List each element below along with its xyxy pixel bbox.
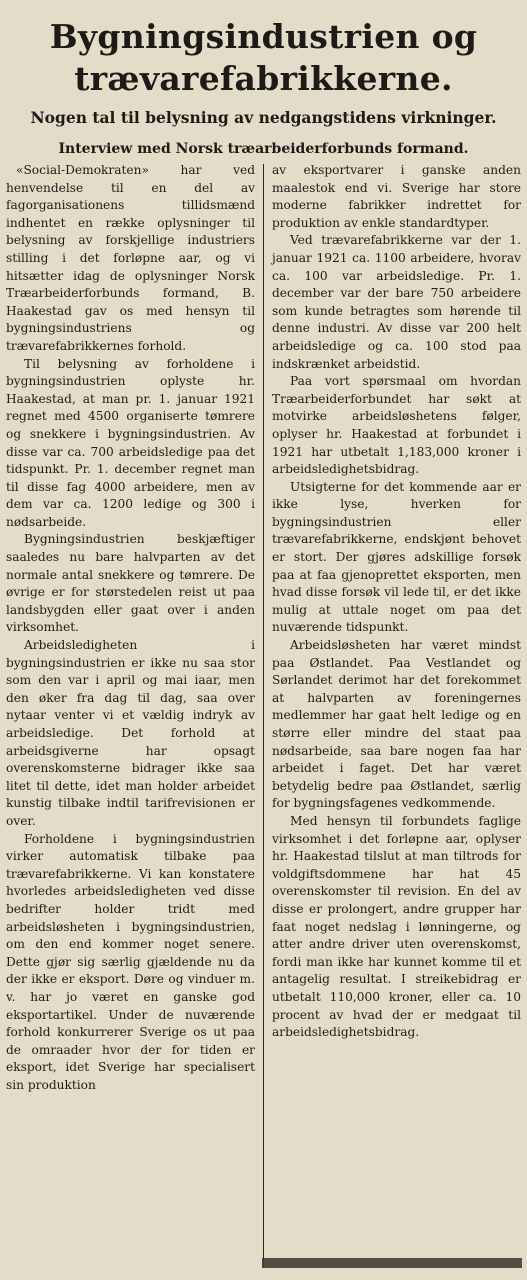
paragraph: Til belysning av forholdene i bygningsindustrien oplyste hr. Haakestad, at man pr. 1. januar 1921 regnet med 4500 organiserte tømrere og snekkere i bygningsindustrien. Av disse var ca. 700 arbeidsledige paa det tidspunkt. Pr. 1. december regnet man til disse fag 4000 arbeidere, men av dem var ca. 1200 ledige og 300 i nødsarbeide. bbox=[6, 356, 255, 529]
paragraph: Ved trævarefabrikkerne var der 1. januar 1921 ca. 1100 arbeidere, hvorav ca. 100 var arbeidsledige. Pr. 1. december var der bare 750 arbeidere som kunde betragtes som hørende til denne industri. Av disse var 200 helt arbeidsledige og ca. 100 stod paa indskrænket arbeidstid. bbox=[272, 233, 521, 371]
paragraph: Bygningsindustrien beskjæftiger saaledes nu bare halvparten av det normale antal snekkere og tømrere. De øvrige er for størstedelen reist ut paa landsbygden eller gaat over i anden virksomhet. bbox=[6, 532, 255, 635]
paragraph: Arbeidsløsheten har været mindst paa Østlandet. Paa Vestlandet og Sørlandet derimot har det forekommet at halvparten av foreningernes medlemmer har gaat helt ledige og en større eller mindre del staat paa nødsarbeide, saa bare nogen faa har arbeidet i faget. Det har været betydelig bedre paa Østlandet, særlig for bygningsfagenes vedkommende. bbox=[272, 638, 521, 811]
headline-line-1: Bygningsindustrien og bbox=[49, 17, 478, 56]
paragraph: Forholdene i bygningsindustrien virker automatisk tilbake paa trævarefabrikkerne. Vi kan konstatere hvorledes arbeidsledigheten ved disse bedrifter holder tridt med arbeidsløsheten i bygningsindustrien, om den end kommer noget senere. Dette gjør sig særlig gjældende nu da der ikke er eksport. Døre og vinduer m. v. har jo været en ganske god eksportartikel. Under de nuværende forhold konkurrerer Sverige os ut paa de omraader hvor der for tiden er eksport, idet Sverige har specialisert sin produktion bbox=[6, 831, 255, 1092]
subheadline: Nogen tal til belysning av nedgangstidens virkninger. bbox=[30, 108, 497, 127]
paragraph: Arbeidsledigheten i bygningsindustrien er ikke nu saa stor som den var i april og mai iaar, men den øker fra dag til dag, saa over nytaar venter vi et vældig indryk av arbeidsledige. Det forhold at arbeidsgiverne har opsagt overenskomsterne bidrager ikke saa litet til dette, idet man holder arbeidet kunstig tilbake indtil tarifrevisionen er over. bbox=[6, 638, 255, 828]
interview-kicker: Interview med Norsk træarbeiderforbunds formand. bbox=[58, 141, 469, 157]
paragraph: av eksportvarer i ganske anden maalestok end vi. Sverige har store moderne fabrikker indrettet for produktion av enkle standardtyper. bbox=[272, 163, 521, 230]
paragraph: Med hensyn til forbundets faglige virksomhet i det forløpne aar, oplyser hr. Haakestad tilslut at man tiltrods for voldgiftsdommene har hat 45 overenskomster til revision. En del av disse er prolongert, andre grupper har faat noget nedslag i lønningerne, og atter andre driver uten overenskomst, fordi man ikke har kunnet komme til et antagelig resultat. I streikebidrag er utbetalt 110,000 kroner, eller ca. 10 procent av hvad der er medgaat til arbeidsledighetsbidrag. bbox=[272, 813, 521, 1040]
paragraph: Paa vort spørsmaal om hvordan Træarbeiderforbundet har søkt at motvirke arbeidsløshetens følger, oplyser hr. Haakestad at forbundet i 1921 har utbetalt 1,183,000 kroner i arbeidsledighetsbidrag. bbox=[272, 374, 521, 477]
bottom-rule bbox=[262, 1258, 522, 1268]
left-column bbox=[6, 162, 263, 1268]
article-body bbox=[6, 162, 521, 1268]
paragraph: Utsigterne for det kommende aar er ikke lyse, hverken for bygningsindustrien eller trævarefabrikkerne, endskjønt behovet er stort. Der gjøres adskillige forsøk paa at faa gjenoprettet eksporten, men hvad disse forsøk vil lede til, er det ikke mulig at uttale noget om paa det nuværende tidspunkt. bbox=[272, 479, 521, 635]
headline bbox=[0, 0, 527, 100]
headline-line-2: trævarefabrikkerne. bbox=[74, 59, 453, 98]
right-column bbox=[264, 162, 521, 1268]
paragraph: «Social-Demokraten» har ved henvendelse til en del av fagorganisationens tillidsmænd indhentet en række oplysninger til belysning av forskjellige industriers stilling i det forløpne aar, og vi hitsætter idag de oplysninger Norsk Træarbeiderforbunds formand, B. Haakestad gav os med hensyn til bygningsindustriens og trævarefabrikkernes forhold. bbox=[6, 163, 255, 353]
